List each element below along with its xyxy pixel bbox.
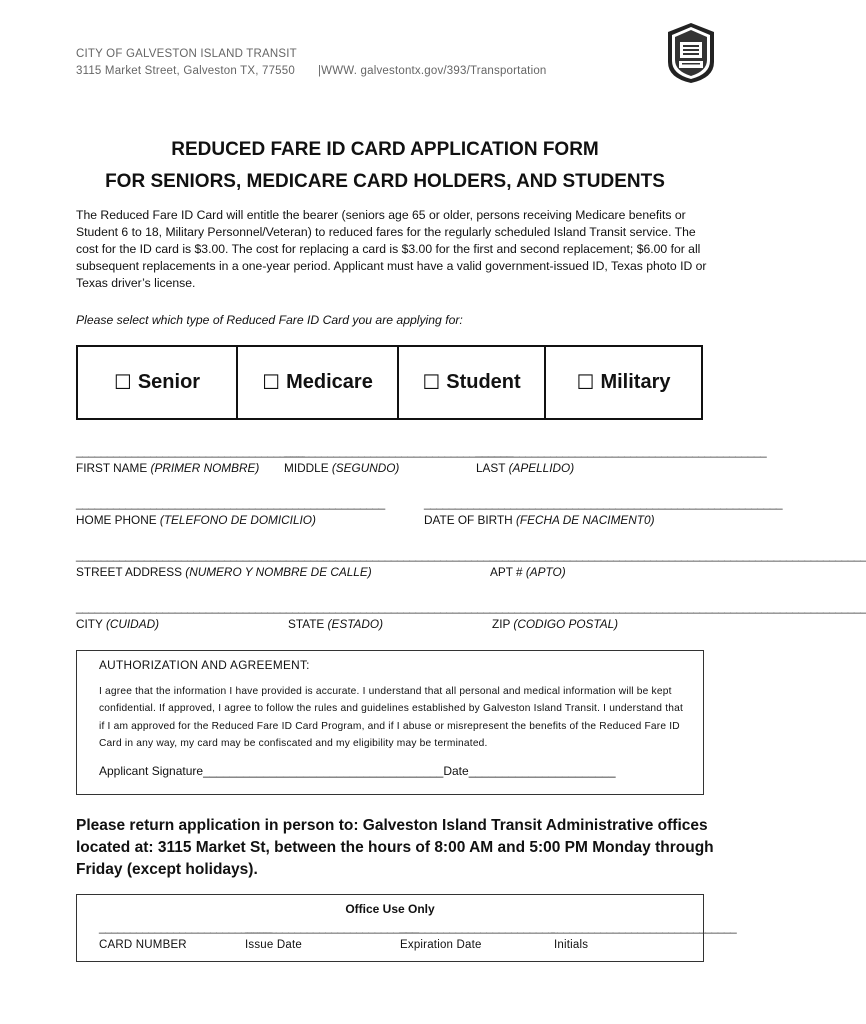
street-address-label: STREET ADDRESS (NUMERO Y NOMBRE DE CALLE) — [76, 565, 372, 579]
issue-date-label: Issue Date — [245, 939, 302, 951]
authorization-text: I agree that the information I have provided is accurate. I understand that all personal and medical information will be kept confidential. If approved, I agree to follow the rules and guidelines established by Galveston Island Transit. I understand that if I am approved for the Reduced Fare ID Card Program, and if I abuse or misrepresent the benefits of the Reduced Fare ID Card in any way, my card may be confiscated and my eligibility may be terminated. — [99, 686, 683, 749]
return-instructions: Please return application in person to: Galveston Island Transit Administrative offices located at: 3115 Market St, between the hours of 8:00 AM and 5:00 PM Monday through Friday (except holidays). — [76, 817, 714, 878]
checkbox-icon[interactable]: ☐ — [576, 372, 595, 394]
middle-name-field[interactable]: _____________________________________ — [284, 444, 513, 458]
office-use-box — [76, 894, 737, 962]
expiration-date-label: Expiration Date — [400, 939, 482, 951]
office-use-heading: Office Use Only — [345, 902, 435, 916]
middle-name-label: MIDDLE (SEGUNDO) — [284, 461, 400, 475]
date-label: Date — [443, 764, 469, 778]
card-type-military[interactable] — [546, 347, 701, 418]
apt-label: APT # (APTO) — [490, 565, 566, 579]
card-type-student[interactable] — [399, 347, 546, 418]
card-type-medicare[interactable] — [238, 347, 399, 418]
card-type-label: Military — [600, 371, 671, 393]
signature-field[interactable]: ____________________________________ — [203, 764, 444, 778]
card-type-label: Student — [446, 371, 521, 393]
checkbox-icon[interactable]: ☐ — [113, 372, 132, 394]
select-prompt: Please select which type of Reduced Fare ID Card you are applying for: — [76, 313, 463, 327]
org-address: 3115 Market Street, Galveston TX, 77550 — [76, 65, 295, 77]
org-name: CITY OF GALVESTON ISLAND TRANSIT — [76, 48, 297, 60]
card-type-senior[interactable] — [78, 347, 238, 418]
dob-label: DATE OF BIRTH (FECHA DE NACIMENT0) — [424, 513, 655, 527]
org-website: |WWW. galvestontx.gov/393/Transportation — [318, 65, 547, 77]
seal-graphic — [666, 22, 716, 84]
first-name-field[interactable]: _____________________________________ — [76, 444, 305, 458]
first-name-label: FIRST NAME (PRIMER NOMBRE) — [76, 461, 260, 475]
checkbox-icon[interactable]: ☐ — [262, 372, 281, 394]
authorization-heading: AUTHORIZATION AND AGREEMENT: — [99, 658, 310, 672]
card-number-field[interactable]: ____________________________ — [99, 920, 272, 934]
card-type-label: Medicare — [286, 371, 373, 393]
home-phone-field[interactable]: __________________________________________________ — [76, 496, 385, 510]
initials-label: Initials — [554, 939, 589, 951]
form-title-line2: FOR SENIORS, MEDICARE CARD HOLDERS, AND STUDENTS — [105, 171, 665, 192]
expiration-date-field[interactable]: _________________________ — [400, 920, 555, 934]
initials-field[interactable]: ______________________________ — [551, 920, 737, 934]
last-name-label: LAST (APELLIDO) — [476, 461, 575, 475]
dob-field[interactable]: __________________________________________________________ — [424, 496, 783, 510]
transit-seal — [666, 22, 716, 84]
zip-label: ZIP (CODIGO POSTAL) — [492, 617, 619, 631]
issue-date-field[interactable]: ____________________________ — [245, 920, 418, 934]
city-state-zip-field[interactable]: ________________________________________________________________________________________________________________________________ — [76, 600, 866, 614]
signature-label: Applicant Signature — [99, 764, 204, 778]
home-phone-label: HOME PHONE (TELEFONO DE DOMICILIO) — [76, 513, 316, 527]
signature-row — [99, 764, 616, 778]
authorization-box — [76, 650, 704, 795]
city-label: CITY (CUIDAD) — [76, 617, 160, 631]
checkbox-icon[interactable]: ☐ — [422, 372, 441, 394]
card-number-label: CARD NUMBER — [99, 939, 187, 951]
state-label: STATE (ESTADO) — [288, 617, 384, 631]
card-type-label: Senior — [137, 371, 201, 393]
last-name-field[interactable]: _______________________________________________ — [476, 444, 767, 458]
card-type-selector — [76, 345, 703, 420]
date-field[interactable]: ______________________ — [468, 764, 616, 778]
street-address-field[interactable]: ________________________________________________________________________________________________________________________________ — [76, 548, 866, 562]
form-title-line1: REDUCED FARE ID CARD APPLICATION FORM — [171, 139, 599, 160]
intro-paragraph: The Reduced Fare ID Card will entitle the bearer (seniors age 65 or older, persons receiving Medicare benefits or Student 6 to 18, Military Personnel/Veteran) to reduced fares for the regularly scheduled Island Transit service. The cost for the ID card is $3.00. The cost for replacing a card is $3.00 for the first and second replacement; $6.00 for all subsequent replacements in a one-year period. Applicant must have a valid government-issued ID, Texas photo ID or Texas driver’s license. — [76, 208, 707, 290]
